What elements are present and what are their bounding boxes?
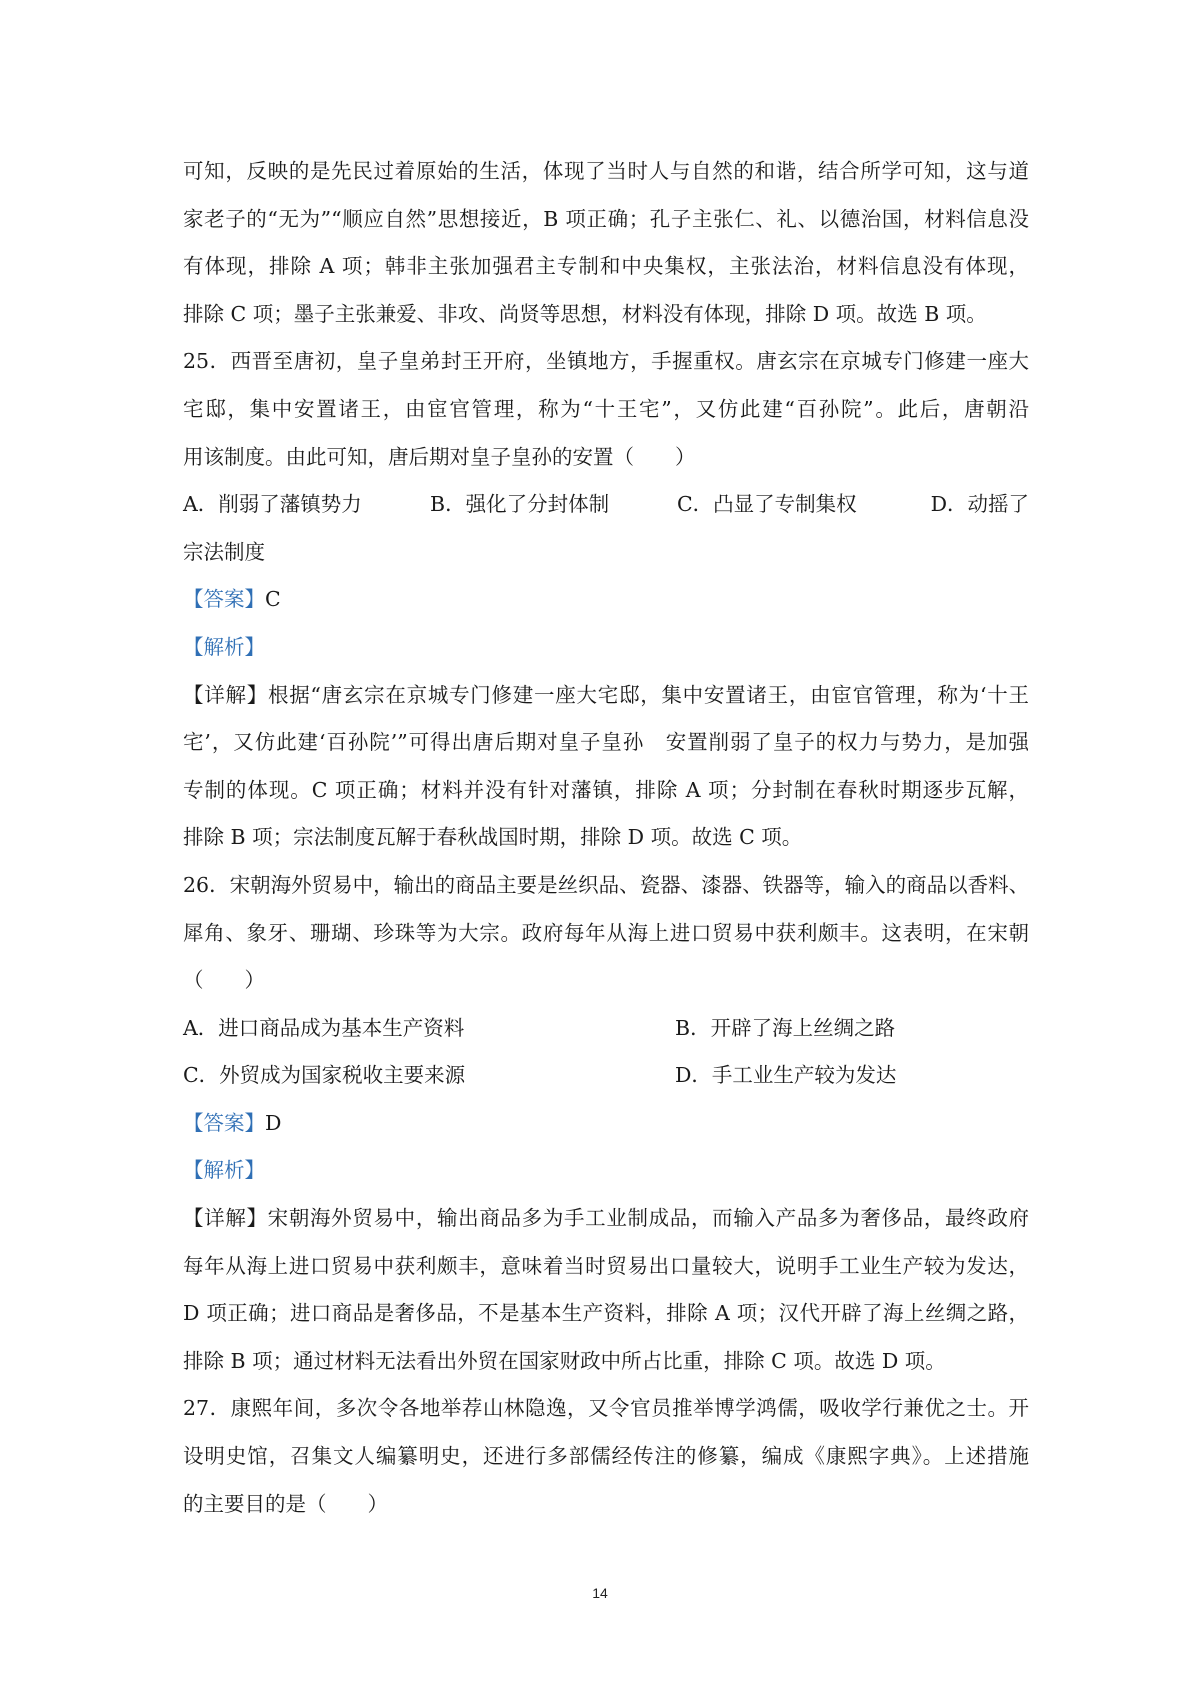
page-content <box>183 148 1029 1528</box>
answer-value: D <box>265 1110 282 1135</box>
option-a: A．进口商品成为基本生产资料 <box>183 1015 465 1040</box>
answer-tag: 【答案】 <box>183 587 265 612</box>
text-line: 有体现，排除 A 项；韩非主张加强君主专制和中央集权，主张法治，材料信息没有体现， <box>183 254 1029 279</box>
answer-value: C <box>265 587 281 612</box>
detail-tag: 【详解】 <box>183 682 268 707</box>
question-stem-line: 25．西晋至唐初，皇子皇弟封王开府，坐镇地方，手握重权。唐玄宗在京城专门修建一座大 <box>183 349 1029 374</box>
text-line: 排除 C 项；墨子主张兼爱、非攻、尚贤等思想，材料没有体现，排除 D 项。故选 B 项。 <box>183 301 987 326</box>
option-b: B．开辟了海上丝绸之路 <box>675 1015 896 1040</box>
option-b: B．强化了分封体制 <box>430 492 610 517</box>
analysis-line <box>183 624 1029 672</box>
detail-line: 专制的体现。C 项正确；材料并没有针对藩镇，排除 A 项；分封制在春秋时期逐步瓦解， <box>183 777 1029 802</box>
answer-tag: 【答案】 <box>183 1110 265 1135</box>
question-27 <box>183 1385 1029 1528</box>
question-26 <box>183 862 1029 1386</box>
question-stem-line: 26．宋朝海外贸易中，输出的商品主要是丝织品、瓷器、漆器、铁器等，输入的商品以香料、 <box>183 872 1029 897</box>
text-line: 家老子的“无为”“顺应自然”思想接近，B 项正确；孔子主张仁、礼、以德治国，材料信息没 <box>183 206 1029 231</box>
option-d: D．动摇了 <box>930 492 1029 517</box>
option-a: A．削弱了藩镇势力 <box>183 492 362 517</box>
question-stem-line: 用该制度。由此可知，唐后期对皇子皇孙的安置（ ） <box>183 444 696 469</box>
page-number: 14 <box>592 1585 608 1601</box>
detail-line: D 项正确；进口商品是奢侈品，不是基本生产资料，排除 A 项；汉代开辟了海上丝绸之路， <box>183 1301 1029 1326</box>
detail-line: 宅’，又仿此建‘百孙院’”可得出唐后期对皇子皇孙 安置削弱了皇子的权力与势力，是加强 <box>183 730 1029 755</box>
analysis-line <box>183 1147 1029 1195</box>
analysis-tag: 【解析】 <box>183 634 265 659</box>
option-d: D．手工业生产较为发达 <box>675 1063 897 1088</box>
question-stem-line: 设明史馆，召集文人编纂明史，还进行多部儒经传注的修纂，编成《康熙字典》。上述措施 <box>183 1444 1029 1469</box>
option-c: C．凸显了专制集权 <box>677 492 857 517</box>
answer-line <box>183 1100 1029 1148</box>
detail-line: 每年从海上进口贸易中获利颇丰，意味着当时贸易出口量较大，说明手工业生产较为发达， <box>183 1253 1029 1278</box>
detail-tag: 【详解】 <box>183 1206 268 1231</box>
detail-line: 排除 B 项；宗法制度瓦解于春秋战国时期，排除 D 项。故选 C 项。 <box>183 825 803 850</box>
option-c: C．外贸成为国家税收主要来源 <box>183 1063 466 1088</box>
analysis-tag: 【解析】 <box>183 1158 265 1183</box>
options-row <box>183 1005 1029 1053</box>
answer-line <box>183 576 1029 624</box>
question-stem-line: 的主要目的是（ ） <box>183 1491 388 1516</box>
options-row <box>183 481 1029 529</box>
option-d-continued: 宗法制度 <box>183 539 265 564</box>
question-25 <box>183 338 1029 862</box>
question-stem-line: 宅邸，集中安置诸王，由宦官管理，称为“十王宅”，又仿此建“百孙院”。此后，唐朝沿 <box>183 396 1029 421</box>
question-stem-line: 27．康熙年间，多次令各地举荐山林隐逸，又令官员推举博学鸿儒，吸收学行兼优之士。开 <box>183 1396 1029 1421</box>
detail-line: 【详解】根据“唐玄宗在京城专门修建一座大宅邸，集中安置诸王，由宦官管理，称为‘十王 <box>183 682 1029 707</box>
question-stem-line: 犀角、象牙、珊瑚、珍珠等为大宗。政府每年从海上进口贸易中获利颇丰。这表明，在宋朝 <box>183 920 1029 945</box>
options-row <box>183 1052 1029 1100</box>
detail-line: 排除 B 项；通过材料无法看出外贸在国家财政中所占比重，排除 C 项。故选 D 项。 <box>183 1348 946 1373</box>
question-stem-line: （ ） <box>183 968 265 993</box>
text-line: 可知，反映的是先民过着原始的生活，体现了当时人与自然的和谐，结合所学可知，这与道 <box>183 159 1029 183</box>
previous-analysis <box>183 148 1029 338</box>
detail-line: 【详解】宋朝海外贸易中，输出商品多为手工业制成品，而输入产品多为奢侈品，最终政府 <box>183 1206 1029 1231</box>
